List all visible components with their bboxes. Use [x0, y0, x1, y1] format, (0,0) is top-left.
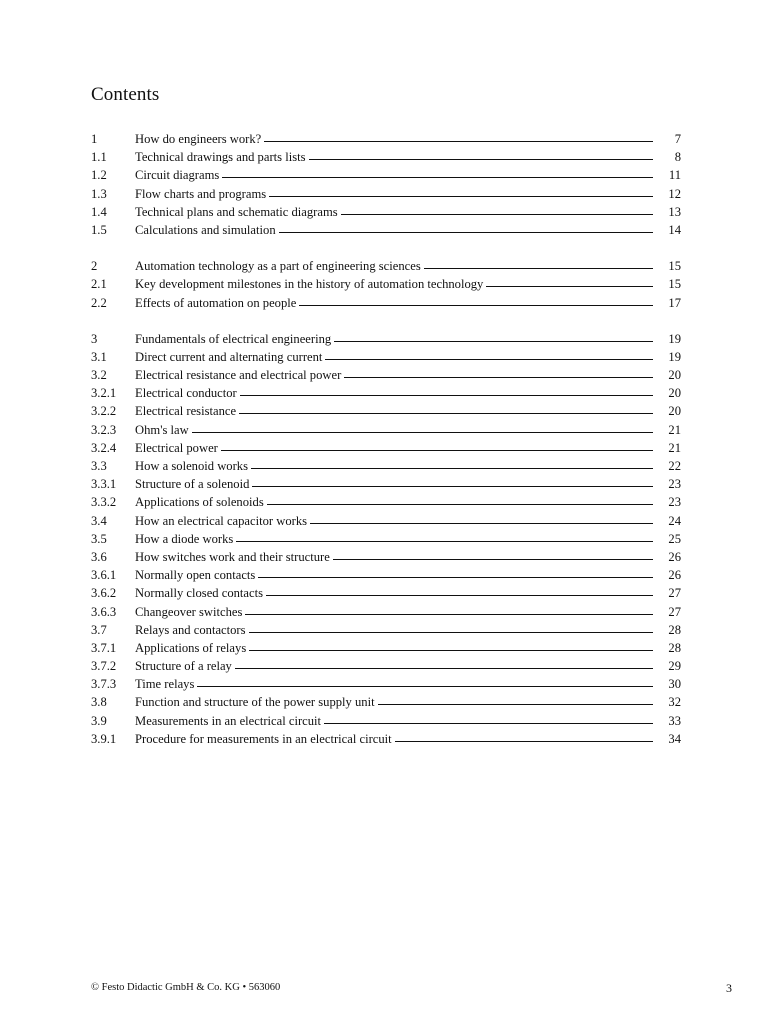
toc-entry[interactable] — [91, 493, 681, 511]
toc-entry-title: Electrical conductor — [135, 386, 237, 401]
toc-leader-line — [235, 668, 653, 669]
toc-entry-page: 12 — [668, 186, 681, 201]
footer-page-number: 3 — [726, 981, 732, 995]
toc-entry-page: 23 — [668, 477, 681, 492]
toc-leader-line — [378, 704, 653, 705]
toc-entry-page: 27 — [668, 586, 681, 601]
toc-entry-number: 3.2 — [91, 368, 107, 383]
toc-entry-title: Normally closed contacts — [135, 586, 263, 601]
toc-entry[interactable] — [91, 421, 681, 439]
toc-leader-line — [252, 486, 653, 487]
toc-entry-number: 3.6.3 — [91, 604, 117, 619]
toc-entry[interactable] — [91, 203, 681, 221]
toc-entry-title: How an electrical capacitor works — [135, 513, 308, 528]
toc-entry-page: 34 — [668, 731, 681, 746]
toc-leader-line — [258, 577, 653, 578]
toc-leader-line — [309, 159, 654, 160]
toc-entry-number: 2.1 — [91, 277, 107, 292]
toc-entry-page: 26 — [668, 549, 681, 564]
toc-entry[interactable] — [91, 185, 681, 203]
toc-leader-line — [240, 395, 653, 396]
toc-section — [91, 257, 681, 312]
toc-entry[interactable] — [91, 548, 681, 566]
toc-entry-number: 3.7 — [91, 622, 107, 637]
toc-entry-number: 3.2.2 — [91, 404, 117, 419]
toc-entry-page: 20 — [668, 386, 681, 401]
footer-copyright: © Festo Didactic GmbH & Co. KG • 563060 — [91, 982, 281, 993]
toc-entry[interactable] — [91, 693, 681, 711]
toc-entry-title: Electrical resistance — [135, 404, 237, 419]
toc-entry-page: 21 — [668, 440, 681, 455]
toc-entry-title: Structure of a relay — [135, 659, 232, 674]
toc-leader-line — [334, 341, 653, 342]
toc-leader-line — [221, 450, 653, 451]
toc-leader-line — [325, 359, 653, 360]
toc-entry-title: Ohm's law — [135, 422, 189, 437]
toc-entry-number: 3.9 — [91, 713, 107, 728]
toc-leader-line — [267, 504, 653, 505]
toc-entry-title: Electrical resistance and electrical power — [135, 368, 342, 383]
table-of-contents — [91, 130, 681, 766]
toc-entry-title: Time relays — [135, 677, 195, 692]
toc-leader-line — [344, 377, 653, 378]
toc-entry-title: Direct current and alternating current — [135, 349, 323, 364]
toc-entry-page: 21 — [668, 422, 681, 437]
toc-entry-page: 25 — [668, 531, 681, 546]
toc-leader-line — [245, 614, 653, 615]
toc-leader-line — [266, 595, 653, 596]
toc-entry-title: Function and structure of the power supply unit — [135, 695, 375, 710]
toc-entry-number: 1 — [91, 132, 98, 146]
page-title: Contents — [91, 84, 160, 105]
toc-leader-line — [279, 232, 653, 233]
toc-section — [91, 130, 681, 239]
toc-entry[interactable] — [91, 584, 681, 602]
toc-entry[interactable] — [91, 348, 681, 366]
toc-leader-line — [251, 468, 653, 469]
toc-entry-title: How do engineers work? — [135, 132, 262, 146]
toc-entry-title: Structure of a solenoid — [135, 477, 250, 492]
toc-entry-page: 20 — [668, 404, 681, 419]
toc-entry-title: Relays and contactors — [135, 622, 246, 637]
toc-entry[interactable] — [91, 294, 681, 312]
toc-entry-page: 26 — [668, 568, 681, 583]
toc-entry[interactable] — [91, 384, 681, 402]
toc-entry-title: Circuit diagrams — [135, 168, 220, 183]
toc-entry-title: Electrical power — [135, 440, 218, 455]
toc-entry-page: 17 — [668, 295, 681, 310]
toc-entry[interactable] — [91, 730, 681, 748]
toc-entry-number: 3.9.1 — [91, 731, 117, 746]
toc-entry-title: Procedure for measurements in an electrical circuit — [135, 731, 392, 746]
toc-entry-title: How a solenoid works — [135, 459, 248, 473]
toc-leader-line — [324, 723, 653, 724]
toc-entry-number: 3.7.3 — [91, 677, 117, 692]
toc-leader-line — [222, 177, 653, 178]
toc-entry-title: Key development milestones in the history of automation technology — [135, 277, 484, 292]
toc-leader-line — [333, 559, 653, 560]
toc-entry-page: 7 — [674, 132, 681, 146]
toc-entry-page: 15 — [668, 259, 681, 274]
toc-entry[interactable] — [91, 475, 681, 493]
toc-entry-page: 19 — [668, 349, 681, 364]
toc-entry-page: 28 — [668, 622, 681, 637]
toc-entry-number: 3.6.1 — [91, 568, 117, 583]
toc-entry-title: How switches work and their structure — [135, 549, 330, 564]
toc-leader-line — [249, 650, 653, 651]
toc-leader-line — [236, 541, 653, 542]
toc-entry-title: Technical drawings and parts lists — [135, 150, 306, 165]
toc-entry-page: 24 — [668, 513, 681, 528]
toc-entry-title: Normally open contacts — [135, 568, 256, 583]
toc-entry[interactable] — [91, 257, 681, 275]
toc-entry-number: 3.4 — [91, 513, 107, 528]
toc-entry-number: 3.5 — [91, 531, 107, 546]
toc-leader-line — [249, 632, 653, 633]
toc-leader-line — [299, 305, 653, 306]
toc-entry-number: 3.6 — [91, 549, 107, 564]
toc-entry-number: 3.2.3 — [91, 422, 117, 437]
toc-entry[interactable] — [91, 148, 681, 166]
toc-entry-number: 3 — [91, 331, 98, 346]
toc-entry-title: Effects of automation on people — [135, 295, 297, 310]
toc-entry-page: 20 — [668, 368, 681, 383]
toc-section — [91, 330, 681, 748]
toc-entry[interactable] — [91, 603, 681, 621]
toc-entry[interactable] — [91, 366, 681, 384]
toc-leader-line — [395, 741, 653, 742]
toc-leader-line — [197, 686, 653, 687]
toc-entry-title: Technical plans and schematic diagrams — [135, 204, 338, 219]
toc-entry-title: Flow charts and programs — [135, 186, 267, 201]
toc-leader-line — [269, 196, 653, 197]
toc-entry-page: 23 — [668, 495, 681, 510]
toc-entry-page: 33 — [668, 713, 681, 728]
toc-entry-title: Calculations and simulation — [135, 222, 276, 237]
toc-entry-number: 1.2 — [91, 168, 107, 183]
toc-entry[interactable] — [91, 457, 681, 475]
toc-entry-title: Applications of solenoids — [135, 495, 264, 510]
toc-entry-page: 8 — [674, 150, 681, 165]
toc-entry-number: 3.2.1 — [91, 386, 117, 401]
toc-entry-number: 3.3.2 — [91, 495, 117, 510]
toc-entry-number: 1.5 — [91, 222, 107, 237]
toc-entry-page: 22 — [668, 459, 681, 473]
toc-entry-number: 3.2.4 — [91, 440, 117, 455]
toc-entry-page: 29 — [668, 659, 681, 674]
toc-entry-page: 27 — [668, 604, 681, 619]
toc-entry-title: How a diode works — [135, 531, 234, 546]
toc-leader-line — [192, 432, 653, 433]
toc-leader-line — [264, 141, 653, 142]
toc-entry[interactable] — [91, 130, 681, 148]
toc-entry[interactable] — [91, 621, 681, 639]
toc-entry-number: 3.1 — [91, 349, 107, 364]
toc-entry[interactable] — [91, 566, 681, 584]
toc-entry-page: 28 — [668, 640, 681, 655]
toc-entry[interactable] — [91, 675, 681, 693]
toc-entry-page: 14 — [668, 222, 681, 237]
toc-entry-number: 3.3 — [91, 459, 107, 473]
toc-entry-page: 32 — [668, 695, 681, 710]
toc-entry-number: 1.4 — [91, 204, 107, 219]
toc-entry-number: 1.3 — [91, 186, 107, 201]
toc-entry-page: 13 — [668, 204, 681, 219]
toc-entry[interactable] — [91, 712, 681, 730]
toc-entry-number: 2 — [91, 259, 98, 274]
toc-entry[interactable] — [91, 512, 681, 530]
toc-entry-number: 3.8 — [91, 695, 107, 710]
toc-entry[interactable] — [91, 530, 681, 548]
toc-leader-line — [486, 286, 653, 287]
toc-entry-title: Changeover switches — [135, 604, 243, 619]
toc-entry[interactable] — [91, 402, 681, 420]
toc-entry[interactable] — [91, 330, 681, 348]
toc-entry[interactable] — [91, 639, 681, 657]
toc-entry-number: 2.2 — [91, 295, 107, 310]
toc-leader-line — [341, 214, 653, 215]
toc-entry-number: 3.7.2 — [91, 659, 117, 674]
toc-entry-page: 15 — [668, 277, 681, 292]
toc-entry-title: Applications of relays — [135, 640, 247, 655]
toc-entry-page: 30 — [668, 677, 681, 692]
toc-entry[interactable] — [91, 166, 681, 184]
toc-entry[interactable] — [91, 221, 681, 239]
toc-entry[interactable] — [91, 439, 681, 457]
toc-entry[interactable] — [91, 275, 681, 293]
toc-entry-number: 3.3.1 — [91, 477, 117, 492]
toc-leader-line — [239, 413, 653, 414]
toc-entry-title: Measurements in an electrical circuit — [135, 713, 322, 728]
toc-leader-line — [424, 268, 653, 269]
toc-entry-title: Automation technology as a part of engineering sciences — [135, 259, 421, 274]
toc-leader-line — [310, 523, 653, 524]
toc-entry-number: 1.1 — [91, 150, 107, 165]
toc-entry-page: 19 — [668, 331, 681, 346]
toc-entry-number: 3.7.1 — [91, 640, 117, 655]
toc-entry-number: 3.6.2 — [91, 586, 117, 601]
toc-entry[interactable] — [91, 657, 681, 675]
toc-entry-title: Fundamentals of electrical engineering — [135, 331, 332, 346]
toc-entry-page: 11 — [668, 168, 681, 183]
